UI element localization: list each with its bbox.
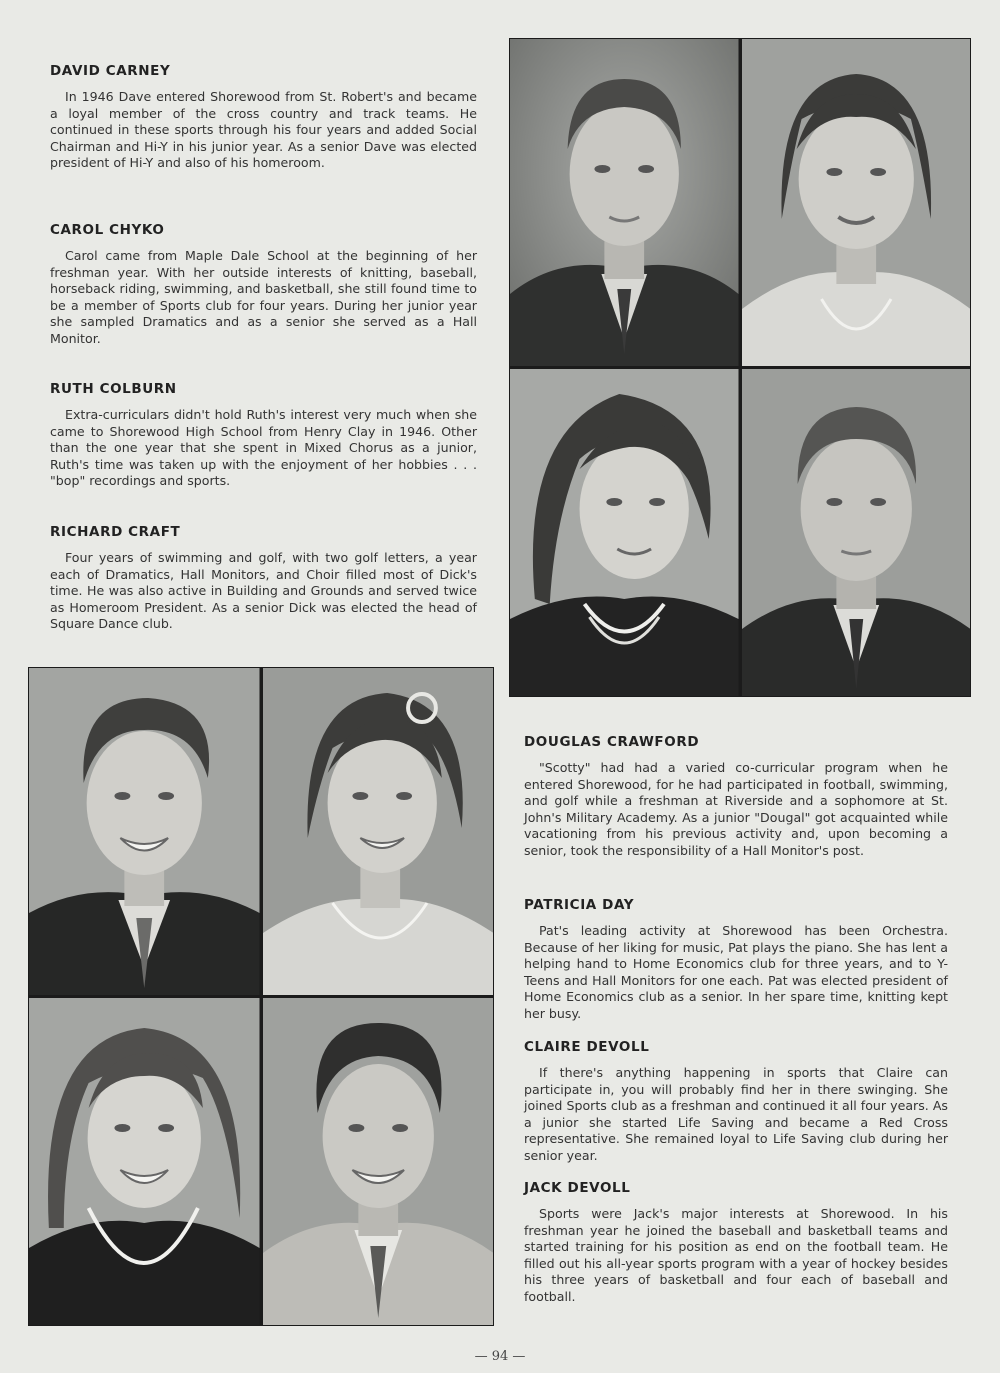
portrait-photo [29, 668, 260, 995]
student-bio-text: Extra-curriculars didn't hold Ruth's interest very much when she came to Shorewood High School from Henry Clay in 1946. Other than the one year that she spent in Mixed Chorus as a junior, Ruth's time was taken up with the enjoyment of her hobbies . . . "bop" recordings and sports. [50, 407, 477, 489]
bio-claire-devoll [524, 1039, 948, 1165]
portrait-photo [263, 998, 494, 1325]
page-number: — 94 — [474, 1349, 526, 1364]
student-name: RUTH COLBURN [50, 381, 177, 397]
student-bio-text: In 1946 Dave entered Shorewood from St. Robert's and became a loyal member of the cross country and track teams. He continued in these sports through his four years and added Social Chairman and Hi-Y in his junior year. As a senior Dave was elected president of Hi-Y and also of his homeroom. [50, 89, 477, 171]
bio-douglas-crawford [524, 734, 948, 860]
student-name: DAVID CARNEY [50, 63, 171, 79]
portrait-photo [510, 39, 739, 366]
student-bio-text: If there's anything happening in sports that Claire can participate in, you will probably find her in there swinging. She joined Sports club as a freshman and continued it all four years. As a junior she started Life Saving and became a Red Cross representative. She remained loyal to Life Saving club during her senior year. [524, 1065, 948, 1163]
portrait-grid-bottom [28, 667, 494, 1326]
portrait-photo [742, 369, 971, 696]
portrait-photo [29, 998, 260, 1325]
portrait-photo [263, 668, 494, 995]
student-name: DOUGLAS CRAWFORD [524, 734, 700, 750]
bio-patricia-day [524, 897, 948, 1023]
student-bio-text: "Scotty" had had a varied co-curricular program when he entered Shorewood, for he had participated in football, swimming, and golf while a freshman at Riverside and a sophomore at St. John's Military Academy. As a junior "Dougal" got acquainted while vacationing from his previous activity and, upon becoming a senior, took the responsibility of a Hall Monitor's post. [524, 760, 948, 858]
student-name: PATRICIA DAY [524, 897, 635, 913]
student-bio-text: Pat's leading activity at Shorewood has been Orchestra. Because of her liking for music, Pat plays the piano. She has lent a helping hand to Home Economics club for three years, and to Y-Teens and Hall Monitors for one each. Pat was elected president of Home Economics club as a senior. In her spare time, knitting kept her busy. [524, 923, 948, 1021]
student-name: CAROL CHYKO [50, 222, 165, 238]
bio-jack-devoll [524, 1180, 948, 1306]
student-name: CLAIRE DEVOLL [524, 1039, 650, 1055]
student-bio-text: Four years of swimming and golf, with two golf letters, a year each of Dramatics, Hall Monitors, and Choir filled most of Dick's time. He was also active in Building and Grounds and served twice as Homeroom President. As a senior Dick was elected the head of Square Dance club. [50, 550, 477, 632]
student-bio-text: Carol came from Maple Dale School at the beginning of her freshman year. With her outside interests of knitting, baseball, horseback riding, swimming, and basketball, she still found time to be a member of Sports club for four years. During her junior year she sampled Dramatics and as a senior she served as a Hall Monitor. [50, 248, 477, 346]
bio-carol-chyko [50, 222, 477, 348]
student-name: JACK DEVOLL [524, 1180, 631, 1196]
portrait-photo [510, 369, 739, 696]
bio-david-carney [50, 63, 477, 172]
portrait-grid-top [509, 38, 971, 697]
student-name: RICHARD CRAFT [50, 524, 181, 540]
portrait-photo [742, 39, 971, 366]
bio-richard-craft [50, 524, 477, 633]
bio-ruth-colburn [50, 381, 477, 490]
student-bio-text: Sports were Jack's major interests at Shorewood. In his freshman year he joined the baseball and basketball teams and started training for his position as end on the football team. He filled out his all-year sports program with a year of hockey besides his three years of basketball and four each of baseball and football. [524, 1206, 948, 1304]
